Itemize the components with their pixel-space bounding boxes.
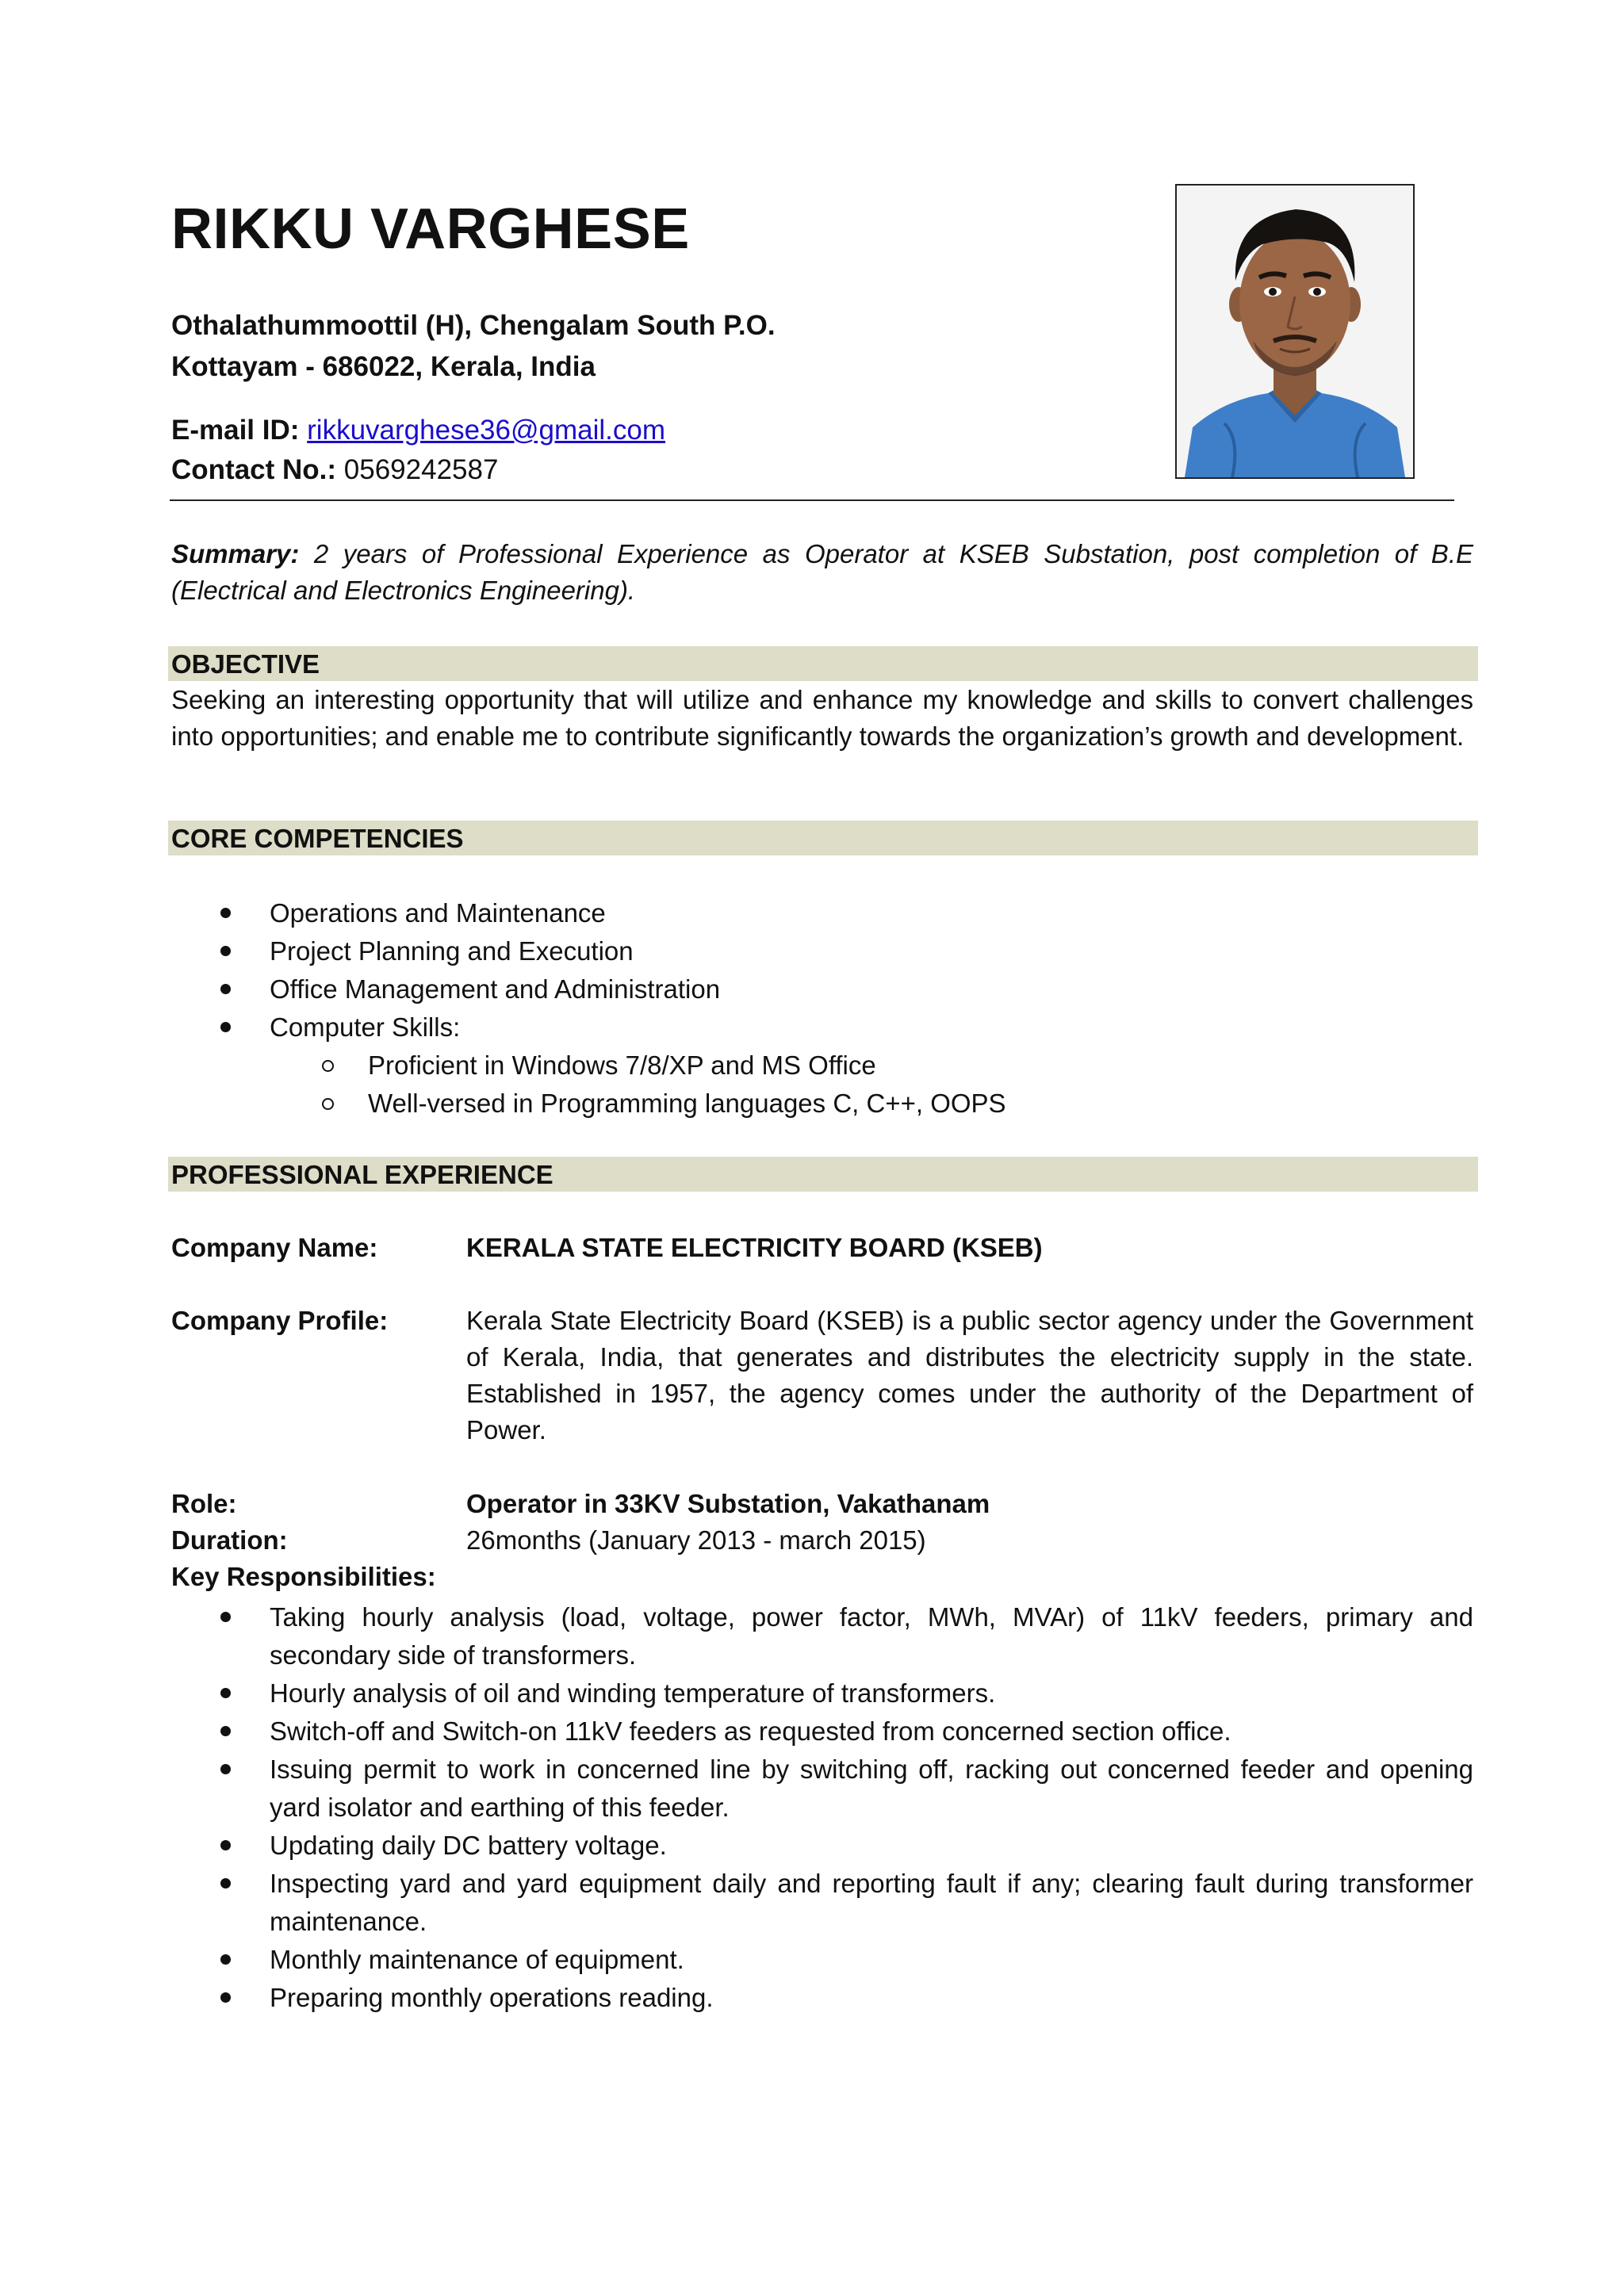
header-divider	[170, 499, 1454, 501]
contact-row	[171, 450, 665, 490]
list-item: Issuing permit to work in concerned line by switching off, racking out concerned feeder and opening yard isolator and earthing of this feeder.	[171, 1751, 1473, 1827]
circle-bullet-icon	[322, 1098, 334, 1110]
bullet-icon	[220, 1688, 231, 1698]
bullet-icon	[220, 1878, 231, 1888]
role-label: Role:	[171, 1489, 237, 1518]
list-item: Monthly maintenance of equipment.	[171, 1941, 1473, 1979]
bullet-icon	[220, 1022, 231, 1032]
computer-skills-list	[171, 1047, 1006, 1123]
address-line-2: Kottayam - 686022, Kerala, India	[171, 351, 596, 382]
contact-number: 0569242587	[343, 454, 499, 485]
section-heading-competencies: CORE COMPETENCIES	[168, 821, 1478, 855]
list-item: Preparing monthly operations reading.	[171, 1979, 1473, 2017]
contact-block	[171, 411, 665, 490]
list-item: Proficient in Windows 7/8/XP and MS Office	[171, 1047, 1006, 1085]
list-item: Well-versed in Programming languages C, C++, OOPS	[171, 1085, 1006, 1123]
section-heading-experience: PROFESSIONAL EXPERIENCE	[168, 1157, 1478, 1192]
list-item: Office Management and Administration	[171, 970, 720, 1008]
company-name: KERALA STATE ELECTRICITY BOARD (KSEB)	[466, 1233, 1043, 1262]
duration-label: Duration:	[171, 1525, 288, 1555]
bullet-icon	[220, 908, 231, 918]
competencies-list	[171, 894, 720, 1047]
bullet-icon	[220, 1992, 231, 2003]
profile-photo	[1175, 184, 1415, 479]
email-link[interactable]: rikkuvarghese36@gmail.com	[307, 415, 665, 446]
company-name-label: Company Name:	[171, 1233, 378, 1262]
summary-label: Summary:	[171, 539, 300, 568]
list-item: Inspecting yard and yard equipment daily and reporting fault if any; clearing fault during transformer maintenance.	[171, 1865, 1473, 1941]
list-item: Project Planning and Execution	[171, 932, 720, 970]
address-block	[171, 305, 776, 388]
objective-text: Seeking an interesting opportunity that will utilize and enhance my knowledge and skills to convert challenges into opportunities; and enable me to contribute significantly towards the organization’s growth and development.	[171, 685, 1473, 751]
bullet-icon	[220, 1612, 231, 1622]
duration-value: 26months (January 2013 - march 2015)	[466, 1525, 926, 1555]
address-line-1: Othalathummoottil (H), Chengalam South P.O.	[171, 310, 776, 341]
bullet-icon	[220, 1840, 231, 1850]
email-label: E-mail ID:	[171, 415, 300, 446]
bullet-icon	[220, 1764, 231, 1774]
list-item: Switch-off and Switch-on 11kV feeders as requested from concerned section office.	[171, 1712, 1473, 1751]
summary-paragraph	[171, 536, 1473, 609]
portrait-image	[1177, 186, 1413, 477]
responsibilities-list	[171, 1598, 1473, 2017]
candidate-name: RIKKU VARGHESE	[171, 197, 690, 261]
list-item: Updating daily DC battery voltage.	[171, 1827, 1473, 1865]
role-value: Operator in 33KV Substation, Vakathanam	[466, 1489, 990, 1518]
company-profile-label: Company Profile:	[171, 1306, 389, 1335]
summary-text: 2 years of Professional Experience as Operator at KSEB Substation, post completion of B.E (Electrical and Electronics Engineering).	[171, 539, 1473, 605]
circle-bullet-icon	[322, 1060, 334, 1072]
list-item: Taking hourly analysis (load, voltage, power factor, MWh, MVAr) of 11kV feeders, primary and secondary side of transformers.	[171, 1598, 1473, 1674]
bullet-icon	[220, 1726, 231, 1736]
list-item: Operations and Maintenance	[171, 894, 720, 932]
list-item: Computer Skills:	[171, 1008, 720, 1047]
bullet-icon	[220, 946, 231, 956]
email-row	[171, 411, 665, 450]
contact-label: Contact No.:	[171, 454, 337, 485]
responsibilities-label: Key Responsibilities:	[171, 1562, 436, 1591]
bullet-icon	[220, 1954, 231, 1965]
section-heading-objective: OBJECTIVE	[168, 646, 1478, 681]
company-profile-text: Kerala State Electricity Board (KSEB) is a public sector agency under the Government of Kerala, India, that generates and distributes the electricity supply in the state. Established in 1957, the agency comes under the authority of the Department of Power.	[466, 1306, 1473, 1445]
list-item: Hourly analysis of oil and winding temperature of transformers.	[171, 1674, 1473, 1712]
bullet-icon	[220, 984, 231, 994]
